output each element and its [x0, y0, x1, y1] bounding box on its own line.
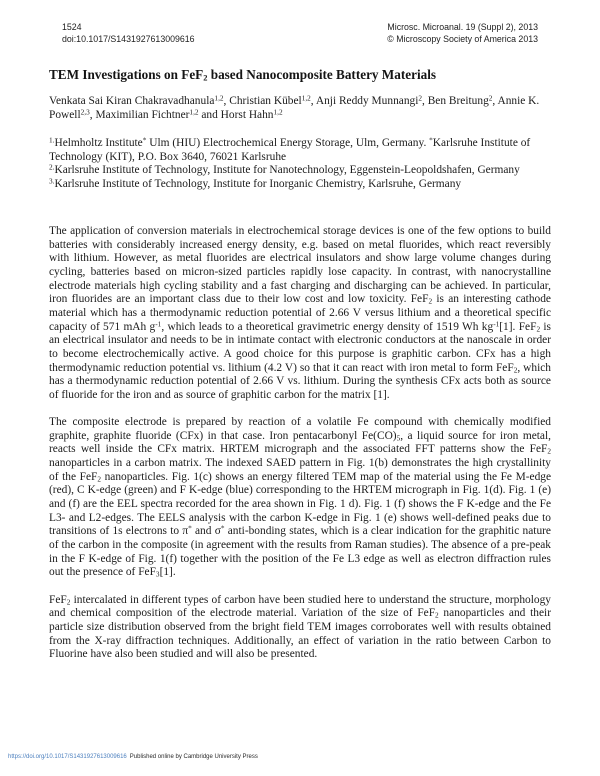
- publisher-note: Published online by Cambridge University Press: [129, 754, 258, 760]
- article-title: TEM Investigations on FeF$_2$ based Nanocomposite Battery Materials: [49, 67, 436, 83]
- abstract-body: [49, 225, 551, 675]
- journal-reference: Microsc. Microanal. 19 (Suppl 2), 2013: [387, 22, 538, 32]
- affiliation-line: $^{2.}$Karlsruhe Institute of Technology, Institute for Nanotechnology, Eggenstein-Leopoldshafen, Germany: [49, 164, 520, 177]
- article-content: [49, 0, 551, 776]
- affiliation-line: $^{3.}$Karlsruhe Institute of Technology, Institute for Inorganic Chemistry, Karlsruhe, Germany: [49, 177, 462, 191]
- page-footer: [8, 753, 258, 761]
- affiliation-line: $^{1.}$Helmholtz Institute* Ulm (HIU) Electrochemical Energy Storage, Ulm, Germany. *Karlsruhe Institute of Technology (KIT), P.O. Box 3640, 76021 Karlsruhe: [49, 136, 531, 163]
- author-list: Venkata Sai Kiran Chakravadhanula$^{1,2}$, Christian Kübel$^{1,2}$, Anji Reddy Munnangi$^2$, Ben Breitung$^2$, Annie K. Powell$^{2,3}$, Maximilian Fichtner$^{1,2}$ and Horst Hahn$^{1,2}$: [49, 94, 540, 121]
- abstract-paragraph: FeF$_2$ intercalated in different types of carbon have been studied here to understand the structure, morphology and chemical composition of the electrode material. Variation of the size of FeF$_2$ nanoparticles and their particle size distribution observed from the bright field TEM images corroborates well with results obtained from the X-ray diffraction techniques. Additionally, an effect of variation in the ratio between Carbon to Fluorine have also been studied and will also be presented.: [49, 593, 551, 661]
- page-number: 1524: [62, 22, 82, 32]
- copyright-notice: © Microscopy Society of America 2013: [387, 33, 538, 44]
- doi-text: doi:10.1017/S1431927613009616: [62, 33, 195, 44]
- affiliation-list: [49, 137, 551, 192]
- abstract-paragraph: The application of conversion materials in electrochemical storage devices is one of the few options to build batteries with considerably increased energy density, e.g. based on metal fluorides, which react reversibly with lithium. However, as metal fluorides are electrical insulators and show large volume changes during cycling, batteries based on micron-sized particles rapidly lose capacity. In contrast, with nanocrystalline electrode materials high cycling stability and a fast charging and discharging can be achieved. In particular, iron fluorides are an important class due to their low cost and low toxicity. FeF$_2$ is an interesting cathode material which has a thermodynamic reduction potential of 2.66 V versus lithium and a theoretical specific capacity of 571 mAh $g^{-1}$, which leads to a theoretical gravimetric energy density of 1519 Wh $kg^{-1}[1]$. FeF$_2$ is an electrical insulator and needs to be in intimate contact with electronic conductors at the nanoscale in order to become electrochemically active. A good choice for this purpose is graphitic carbon. CFx has a high thermodynamic reduction potential vs. lithium (4.2 V) so that it can react with iron metal to form FeF$_2$, which has a thermodynamic reduction potential of 2.66 V vs. lithium. During the synthesis CFx acts both as source of fluoride for the iron and as source of graphitic carbon for the matrix [1].: [49, 225, 551, 401]
- abstract-paragraph: The composite electrode is prepared by reaction of a volatile Fe compound with chemically modified graphite, graphite fluoride (CFx) in that case. Iron pentacarbonyl $Fe(CO)_5$, a liquid source for iron metal, reacts well inside the CFx matrix. HRTEM micrograph and the associated FFT patterns show the FeF$_2$ nanoparticles in a carbon matrix. The indexed SAED pattern in Fig. 1(b) demonstrates the high crystallinity of the FeF$_2$ nanoparticles. Fig. 1(c) shows an energy filtered TEM map of the material using the Fe M-edge (red), C K-edge (green) and F K-edge (blue) corresponding to the HRTEM micrograph in Fig. 1(d). Fig. 1 (e) and (f) are the EEL spectra recorded for the area shown in Fig. 1 d). Fig. 1 (f) shows the F K-edge and the Fe L3- and L2-edges. The EELS analysis with the carbon K-edge in Fig. 1 (e) shows well-defined peaks due to transitions of 1s electrons to π* and σ* anti-bonding states, which is a clear indication for the graphitic nature of the carbon in the composite (in agreement with the results from Raman studies). The absence of a pre-peak in the F K-edge of Fig. 1(f) together with the position of the Fe L3 edge as well as electron diffraction rules out the presence of FeF$_3$[1].: [49, 416, 552, 579]
- doi-link[interactable]: https://doi.org/10.1017/S1431927613009616: [8, 754, 127, 760]
